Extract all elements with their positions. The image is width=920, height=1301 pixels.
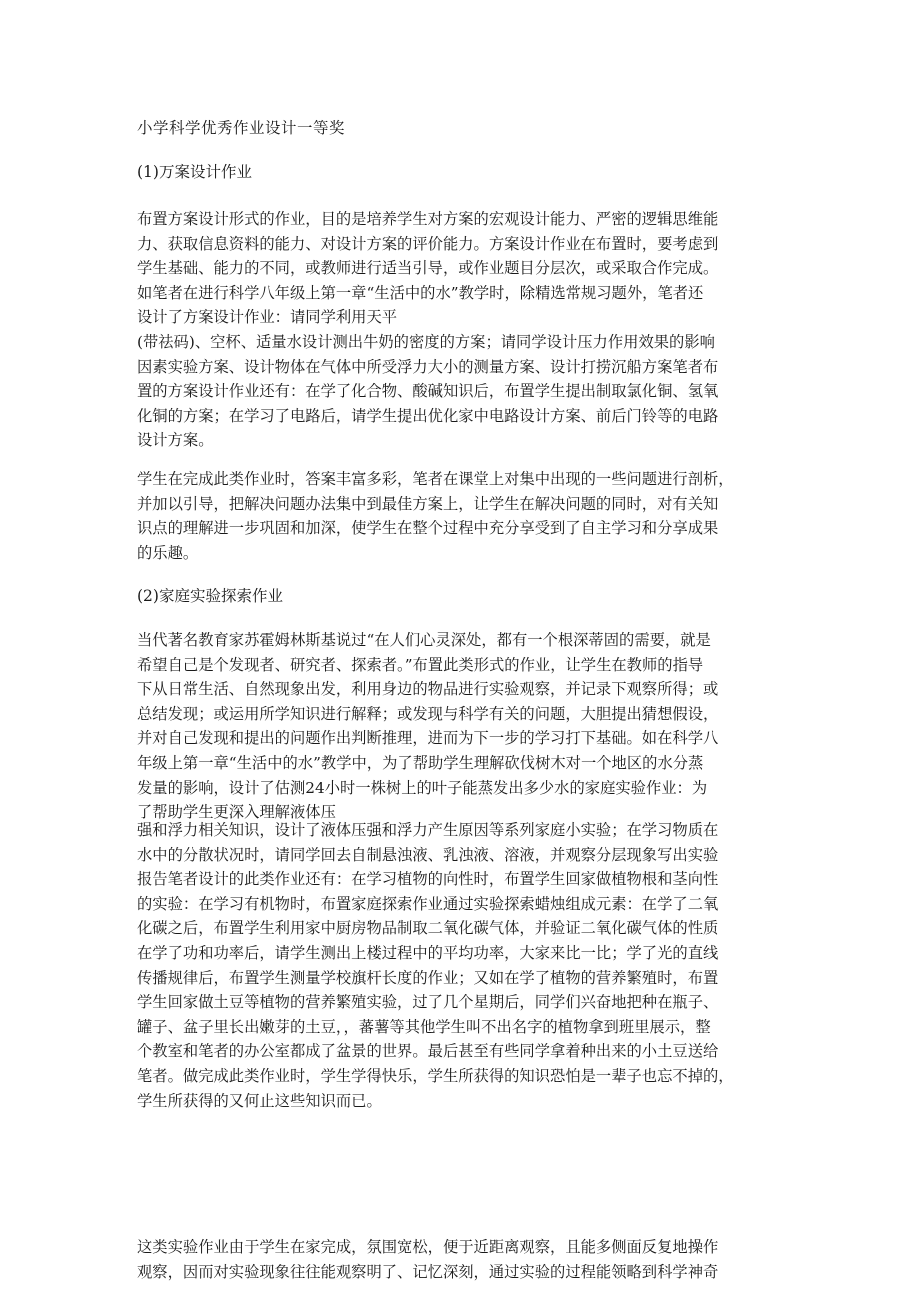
text-line: 这类实验作业由于学生在家完成，氛围宽松，便于近距离观察，且能多侧面反复地操作 [137,1238,719,1256]
text-line: 因素实验方案、设计物体在气体中所受浮力大小的测量方案、设计打捞沉船方案笔者布 [137,357,719,376]
text-line: 的乐趣。 [137,543,199,562]
text-line: 化铜的方案；在学习了电路后，请学生提出优化家中电路设计方案、前后门铃等的电路 [137,406,719,425]
text-line: 并对自己发现和提出的问题作出判断推理，进而为下一步的学习打下基础。如在科学八 [137,729,719,748]
text-line: 当代著名教育家苏霍姆林斯基说过“在人们心灵深处，都有一个根深蒂固的需要，就是 [137,631,711,649]
text-line: 布置方案设计形式的作业，目的是培养学生对方案的宏观设计能力、严密的逻辑思维能 [137,210,719,228]
text-line: 年级上第一章“生活中的水”教学中，为了帮助学生理解砍伐树木对一个地区的水分蒸 [137,753,704,772]
text-line: 总结发现；或运用所学知识进行解释；或发现与科学有关的问题，大胆提出猜想假设， [137,704,719,723]
text-line: 力、获取信息资料的能力、对设计方案的评价能力。方案设计作业在布置时，要考虑到 [137,234,719,253]
text-line: 了帮助学生更深入理解液体压 [137,803,336,822]
text-line: 的实验：在学习有机物时，布置家庭探索作业通过实验探索蜡烛组成元素：在学了二氧 [137,894,719,913]
text-line: 识点的理解进一步巩固和加深，使学生在整个过程中充分享受到了自主学习和分享成果 [137,519,719,538]
text-line: 设计方案。 [137,431,214,450]
text-line: 罐子、盆子里长出嫩芽的土豆，，蕃薯等其他学生叫不出名字的植物拿到班里展示，整 [137,1017,711,1036]
paragraph-experiment-examples [137,818,787,1113]
text-line: 并加以引导，把解决问题办法集中到最佳方案上，让学生在解决问题的同时，对有关知 [137,494,719,513]
text-line: 化碳之后，布置学生利用家中厨房物品制取二氧化碳气体，并验证二氧化碳气体的性质 [137,919,719,938]
text-line: 学生回家做土豆等植物的营养繁殖实验，过了几个星期后，同学们兴奋地把种在瓶子、 [137,993,719,1012]
text-line: 学生在完成此类作业时，答案丰富多彩，笔者在课堂上对集中出现的一些问题进行剖析， [137,470,734,488]
text-line: 发量的影响，设计了估测24小时一株树上的叶子能蒸发出多少水的家庭实验作业：为 [137,778,708,797]
text-line: 笔者。做完成此类作业时，学生学得快乐，学生所获得的知识恐怕是一辈子也忘不掉的， [137,1066,734,1085]
text-line: 水中的分散状况时，请同学回去自制悬浊液、乳浊液、溶液，并观察分层现象写出实验 [137,845,719,864]
text-line: 学生基础、能力的不同，或教师进行适当引导，或作业题目分层次，或采取合作完成。 [137,259,719,278]
text-line: 个教室和笔者的办公室都成了盆景的世界。最后甚至有些同学拿着种出来的小土豆送给 [137,1042,719,1061]
paragraph-plan-design [137,207,787,453]
text-line: 希望自己是个发现者、研究者、探索者。”布置此类形式的作业，让学生在教师的指导 [137,655,704,674]
text-line: 设计了方案设计作业：请同学利用天平 [137,308,398,327]
text-line: 在学了功和功率后，请学生测出上楼过程中的平均功率，大家来比一比；学了光的直线 [137,943,719,962]
text-line: (带祛码)、空杯、适量水设计测出牛奶的密度的方案；请同学设计压力作用效果的影响 [137,332,715,351]
section-heading-home-experiment: (2)家庭实验探索作业 [137,587,283,605]
text-line: 报告笔者设计的此类作业还有：在学习植物的向性时，布置学生回家做植物根和茎向性 [137,870,719,889]
document-title: 小学科学优秀作业设计一等奖 [137,119,346,137]
paragraph-experiment-benefits [137,1235,787,1284]
text-line: 下从日常生活、自然现象出发，利用身边的物品进行实验观察，并记录下观察所得；或 [137,680,719,699]
text-line: 置的方案设计作业还有：在学了化合物、酸碱知识后，布置学生提出制取氯化铜、氢氧 [137,382,719,401]
text-line: 传播规律后，布置学生测量学校旗杆长度的作业；又如在学了植物的营养繁殖时，布置 [137,968,719,987]
paragraph-home-experiment [137,628,787,825]
section-heading-plan-design: (1)万案设计作业 [137,163,252,181]
text-line: 强和浮力相关知识，设计了液体压强和浮力产生原因等系列家庭小实验；在学习物质在 [137,821,719,839]
text-line: 学生所获得的又何止这些知识而已。 [137,1091,382,1110]
text-line: 观察，因而对实验现象往往能观察明了、记忆深刻，通过实验的过程能领略到科学神奇 [137,1262,719,1281]
text-line: 如笔者在进行科学八年级上第一章“生活中的水”教学时，除精选常规习题外，笔者还 [137,283,704,302]
paragraph-student-answers [137,467,787,565]
